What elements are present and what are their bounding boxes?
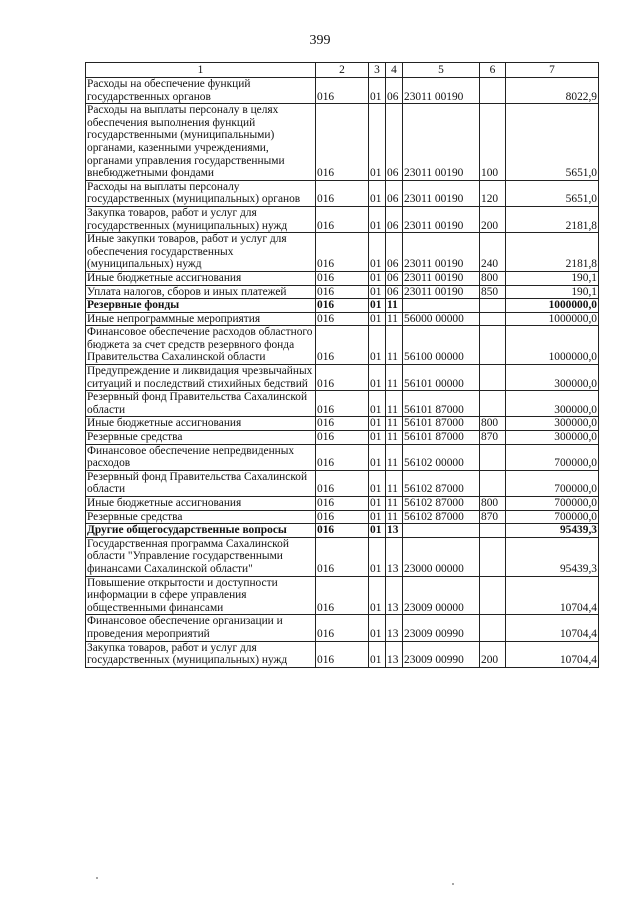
budget-table xyxy=(85,62,599,668)
cell-target-article xyxy=(403,524,480,538)
cell-target-article: 56100 00000 xyxy=(403,326,480,365)
cell-ved-code: 016 xyxy=(316,312,369,326)
cell-target-article: 56101 87000 xyxy=(403,417,480,431)
cell-section: 01 xyxy=(369,271,386,285)
cell-section: 01 xyxy=(369,524,386,538)
cell-amount: 300000,0 xyxy=(506,431,599,445)
cell-subsection: 11 xyxy=(386,497,403,511)
cell-name: Резервные фонды xyxy=(86,299,316,313)
cell-expense-type xyxy=(480,78,506,104)
cell-section: 01 xyxy=(369,326,386,365)
cell-expense-type xyxy=(480,615,506,641)
cell-name: Иные бюджетные ассигнования xyxy=(86,417,316,431)
table-row xyxy=(86,431,599,445)
cell-subsection: 13 xyxy=(386,641,403,667)
table-row xyxy=(86,510,599,524)
cell-subsection: 06 xyxy=(386,180,403,206)
header-col-6: 6 xyxy=(480,63,506,78)
cell-target-article: 56101 00000 xyxy=(403,365,480,391)
cell-name: Финансовое обеспечение организации и проведения мероприятий xyxy=(86,615,316,641)
cell-name: Предупреждение и ликвидация чрезвычайных ситуаций и последствий стихийных бедствий xyxy=(86,365,316,391)
cell-name: Закупка товаров, работ и услуг для государственных (муниципальных) нужд xyxy=(86,206,316,232)
cell-amount: 300000,0 xyxy=(506,391,599,417)
table-row xyxy=(86,391,599,417)
cell-subsection: 11 xyxy=(386,417,403,431)
cell-expense-type: 870 xyxy=(480,431,506,445)
table-row xyxy=(86,524,599,538)
cell-target-article: 56000 00000 xyxy=(403,312,480,326)
cell-expense-type: 200 xyxy=(480,641,506,667)
table-row xyxy=(86,615,599,641)
cell-section: 01 xyxy=(369,180,386,206)
cell-target-article: 56101 87000 xyxy=(403,431,480,445)
cell-expense-type xyxy=(480,470,506,496)
cell-target-article: 23011 00190 xyxy=(403,78,480,104)
cell-target-article: 23009 00990 xyxy=(403,615,480,641)
table-row xyxy=(86,497,599,511)
cell-ved-code: 016 xyxy=(316,391,369,417)
cell-amount: 700000,0 xyxy=(506,497,599,511)
cell-section: 01 xyxy=(369,78,386,104)
cell-name: Резервные средства xyxy=(86,510,316,524)
cell-name: Государственная программа Сахалинской области "Управление государственными финансами Сахалинской области" xyxy=(86,537,316,576)
scan-speck xyxy=(96,877,98,879)
cell-amount: 10704,4 xyxy=(506,615,599,641)
table-row xyxy=(86,271,599,285)
cell-subsection: 11 xyxy=(386,444,403,470)
cell-expense-type: 100 xyxy=(480,104,506,181)
cell-amount: 190,1 xyxy=(506,271,599,285)
cell-expense-type: 800 xyxy=(480,417,506,431)
cell-subsection: 13 xyxy=(386,576,403,615)
cell-section: 01 xyxy=(369,312,386,326)
cell-section: 01 xyxy=(369,431,386,445)
cell-target-article xyxy=(403,299,480,313)
page-number: 399 xyxy=(309,33,331,48)
table-row xyxy=(86,233,599,272)
cell-section: 01 xyxy=(369,299,386,313)
cell-name: Иные бюджетные ассигнования xyxy=(86,497,316,511)
cell-section: 01 xyxy=(369,417,386,431)
cell-subsection: 11 xyxy=(386,431,403,445)
table-row xyxy=(86,576,599,615)
cell-ved-code: 016 xyxy=(316,299,369,313)
cell-target-article: 23011 00190 xyxy=(403,233,480,272)
cell-subsection: 06 xyxy=(386,271,403,285)
header-col-1: 1 xyxy=(86,63,316,78)
cell-section: 01 xyxy=(369,233,386,272)
cell-amount: 190,1 xyxy=(506,285,599,299)
cell-amount: 1000000,0 xyxy=(506,312,599,326)
scan-speck xyxy=(452,883,454,885)
cell-ved-code: 016 xyxy=(316,233,369,272)
cell-ved-code: 016 xyxy=(316,470,369,496)
cell-amount: 10704,4 xyxy=(506,641,599,667)
cell-expense-type: 120 xyxy=(480,180,506,206)
cell-target-article: 23011 00190 xyxy=(403,206,480,232)
cell-ved-code: 016 xyxy=(316,537,369,576)
cell-amount: 700000,0 xyxy=(506,510,599,524)
header-col-2: 2 xyxy=(316,63,369,78)
cell-ved-code: 016 xyxy=(316,431,369,445)
cell-section: 01 xyxy=(369,444,386,470)
cell-target-article: 56102 87000 xyxy=(403,497,480,511)
cell-expense-type: 800 xyxy=(480,497,506,511)
cell-ved-code: 016 xyxy=(316,641,369,667)
cell-name: Расходы на выплаты персоналу в целях обеспечения выполнения функций государственными (муниципальными) органами, казенными учреждениями, органами управления государственными внебюджетными фондами xyxy=(86,104,316,181)
cell-amount: 2181,8 xyxy=(506,206,599,232)
cell-name: Уплата налогов, сборов и иных платежей xyxy=(86,285,316,299)
cell-expense-type: 850 xyxy=(480,285,506,299)
table-row xyxy=(86,285,599,299)
cell-section: 01 xyxy=(369,537,386,576)
cell-section: 01 xyxy=(369,285,386,299)
header-col-3: 3 xyxy=(369,63,386,78)
cell-amount: 95439,3 xyxy=(506,537,599,576)
cell-target-article: 56101 87000 xyxy=(403,391,480,417)
cell-subsection: 06 xyxy=(386,285,403,299)
cell-name: Другие общегосударственные вопросы xyxy=(86,524,316,538)
header-col-4: 4 xyxy=(386,63,403,78)
cell-name: Финансовое обеспечение расходов областного бюджета за счет средств резервного фонда Правительства Сахалинской области xyxy=(86,326,316,365)
cell-target-article: 23011 00190 xyxy=(403,271,480,285)
cell-name: Иные закупки товаров, работ и услуг для обеспечения государственных (муниципальных) нужд xyxy=(86,233,316,272)
cell-amount: 300000,0 xyxy=(506,365,599,391)
cell-section: 01 xyxy=(369,641,386,667)
cell-amount: 5651,0 xyxy=(506,104,599,181)
cell-ved-code: 016 xyxy=(316,497,369,511)
cell-ved-code: 016 xyxy=(316,104,369,181)
cell-name: Расходы на выплаты персоналу государственных (муниципальных) органов xyxy=(86,180,316,206)
cell-subsection: 06 xyxy=(386,233,403,272)
cell-ved-code: 016 xyxy=(316,206,369,232)
cell-expense-type xyxy=(480,299,506,313)
cell-subsection: 06 xyxy=(386,78,403,104)
cell-subsection: 11 xyxy=(386,470,403,496)
cell-amount: 700000,0 xyxy=(506,470,599,496)
cell-subsection: 11 xyxy=(386,326,403,365)
table-row xyxy=(86,537,599,576)
cell-name: Иные непрограммные мероприятия xyxy=(86,312,316,326)
cell-ved-code: 016 xyxy=(316,326,369,365)
cell-expense-type: 800 xyxy=(480,271,506,285)
table-row xyxy=(86,470,599,496)
table-row xyxy=(86,180,599,206)
cell-target-article: 23011 00190 xyxy=(403,104,480,181)
cell-section: 01 xyxy=(369,497,386,511)
cell-ved-code: 016 xyxy=(316,510,369,524)
table-row xyxy=(86,299,599,313)
cell-amount: 95439,3 xyxy=(506,524,599,538)
cell-section: 01 xyxy=(369,206,386,232)
cell-subsection: 06 xyxy=(386,206,403,232)
cell-expense-type: 200 xyxy=(480,206,506,232)
cell-target-article: 23009 00990 xyxy=(403,641,480,667)
cell-expense-type xyxy=(480,576,506,615)
cell-target-article: 23009 00000 xyxy=(403,576,480,615)
cell-section: 01 xyxy=(369,104,386,181)
cell-subsection: 06 xyxy=(386,104,403,181)
table-row xyxy=(86,641,599,667)
cell-name: Расходы на обеспечение функций государственных органов xyxy=(86,78,316,104)
cell-section: 01 xyxy=(369,470,386,496)
cell-expense-type xyxy=(480,326,506,365)
cell-amount: 1000000,0 xyxy=(506,299,599,313)
cell-subsection: 13 xyxy=(386,524,403,538)
header-col-7: 7 xyxy=(506,63,599,78)
table-row xyxy=(86,417,599,431)
cell-subsection: 13 xyxy=(386,537,403,576)
cell-amount: 700000,0 xyxy=(506,444,599,470)
cell-amount: 2181,8 xyxy=(506,233,599,272)
cell-expense-type: 240 xyxy=(480,233,506,272)
cell-target-article: 56102 87000 xyxy=(403,470,480,496)
table-header-row xyxy=(86,63,599,78)
cell-name: Резервный фонд Правительства Сахалинской области xyxy=(86,470,316,496)
cell-ved-code: 016 xyxy=(316,524,369,538)
cell-expense-type xyxy=(480,537,506,576)
cell-amount: 10704,4 xyxy=(506,576,599,615)
cell-expense-type xyxy=(480,524,506,538)
table-row xyxy=(86,104,599,181)
cell-ved-code: 016 xyxy=(316,615,369,641)
cell-expense-type xyxy=(480,365,506,391)
cell-section: 01 xyxy=(369,510,386,524)
cell-target-article: 56102 87000 xyxy=(403,510,480,524)
cell-ved-code: 016 xyxy=(316,271,369,285)
cell-target-article: 56102 00000 xyxy=(403,444,480,470)
cell-name: Закупка товаров, работ и услуг для государственных (муниципальных) нужд xyxy=(86,641,316,667)
cell-expense-type xyxy=(480,391,506,417)
table-row xyxy=(86,206,599,232)
cell-subsection: 11 xyxy=(386,391,403,417)
cell-name: Резервный фонд Правительства Сахалинской области xyxy=(86,391,316,417)
cell-amount: 8022,9 xyxy=(506,78,599,104)
cell-section: 01 xyxy=(369,576,386,615)
cell-subsection: 11 xyxy=(386,312,403,326)
cell-expense-type xyxy=(480,444,506,470)
cell-ved-code: 016 xyxy=(316,444,369,470)
cell-subsection: 11 xyxy=(386,299,403,313)
cell-ved-code: 016 xyxy=(316,365,369,391)
cell-subsection: 11 xyxy=(386,510,403,524)
cell-subsection: 11 xyxy=(386,365,403,391)
cell-amount: 1000000,0 xyxy=(506,326,599,365)
cell-name: Финансовое обеспечение непредвиденных расходов xyxy=(86,444,316,470)
cell-ved-code: 016 xyxy=(316,180,369,206)
cell-target-article: 23011 00190 xyxy=(403,285,480,299)
cell-section: 01 xyxy=(369,365,386,391)
cell-expense-type: 870 xyxy=(480,510,506,524)
cell-target-article: 23011 00190 xyxy=(403,180,480,206)
cell-section: 01 xyxy=(369,391,386,417)
table-row xyxy=(86,78,599,104)
cell-name: Иные бюджетные ассигнования xyxy=(86,271,316,285)
cell-ved-code: 016 xyxy=(316,78,369,104)
cell-name: Повышение открытости и доступности информации в сфере управления общественными финансами xyxy=(86,576,316,615)
cell-amount: 5651,0 xyxy=(506,180,599,206)
table-body xyxy=(86,78,599,668)
cell-subsection: 13 xyxy=(386,615,403,641)
cell-expense-type xyxy=(480,312,506,326)
cell-ved-code: 016 xyxy=(316,576,369,615)
cell-target-article: 23000 00000 xyxy=(403,537,480,576)
table-row xyxy=(86,365,599,391)
table-row xyxy=(86,326,599,365)
cell-ved-code: 016 xyxy=(316,285,369,299)
cell-section: 01 xyxy=(369,615,386,641)
cell-name: Резервные средства xyxy=(86,431,316,445)
header-col-5: 5 xyxy=(403,63,480,78)
table-row xyxy=(86,444,599,470)
cell-ved-code: 016 xyxy=(316,417,369,431)
table-row xyxy=(86,312,599,326)
cell-amount: 300000,0 xyxy=(506,417,599,431)
